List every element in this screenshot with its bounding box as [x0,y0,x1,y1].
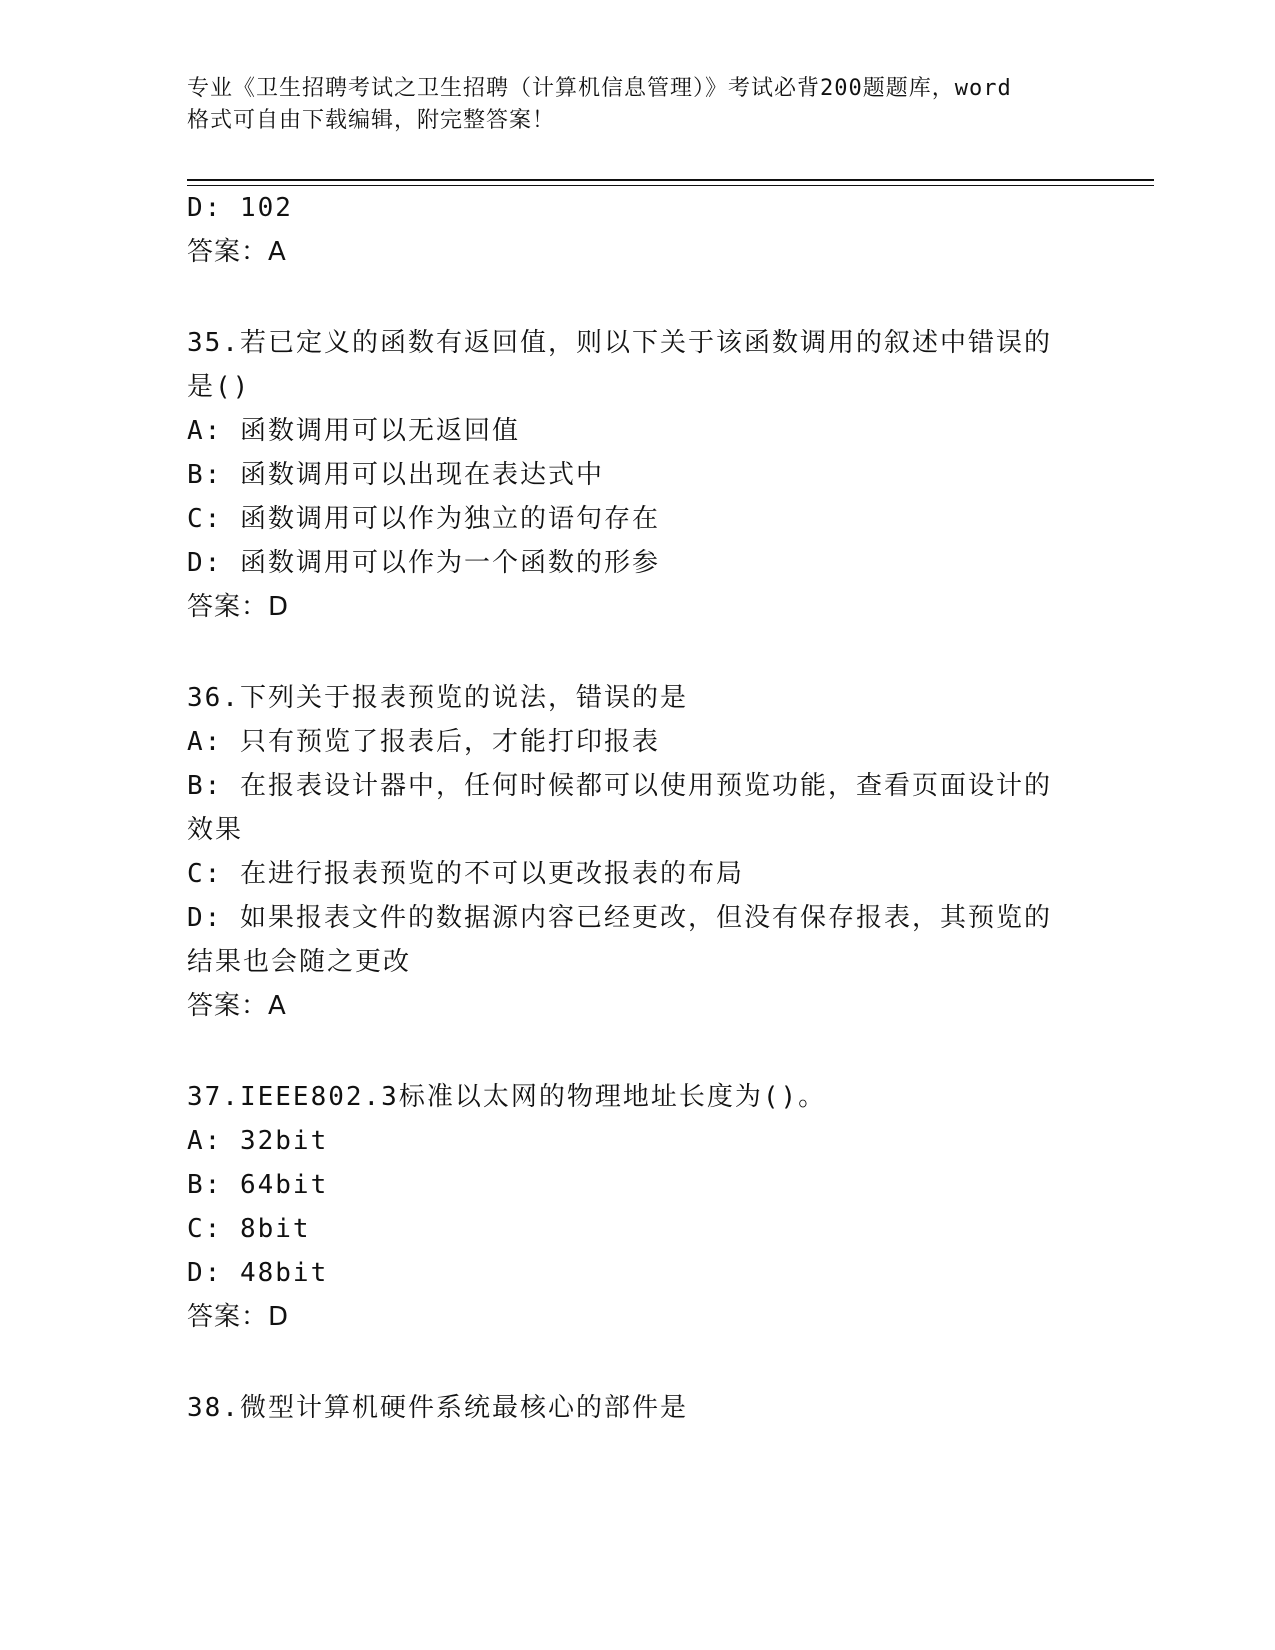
header-divider-thin [187,185,1154,186]
q37-option-b: B: 64bit [187,1170,329,1200]
q36-option-c: C: 在进行报表预览的不可以更改报表的布局 [187,859,744,889]
q37-answer: 答案：D [187,1302,290,1332]
q37-option-c: C: 8bit [187,1214,311,1244]
q37-stem: 37.IEEE802.3标准以太网的物理地址长度为()。 [187,1082,827,1112]
q35-option-c: C: 函数调用可以作为独立的语句存在 [187,504,660,534]
prev-answer: 答案：A [187,237,287,267]
q36-stem: 36.下列关于报表预览的说法，错误的是 [187,683,688,713]
q36-option-d-line-1: D: 如果报表文件的数据源内容已经更改，但没有保存报表，其预览的 [187,903,1052,933]
q36-option-a: A: 只有预览了报表后，才能打印报表 [187,727,660,757]
q35-option-a: A: 函数调用可以无返回值 [187,416,520,446]
q35-stem-line-1: 35.若已定义的函数有返回值，则以下关于该函数调用的叙述中错误的 [187,328,1052,358]
q35-stem-line-2: 是() [187,372,251,402]
header-line-1: 专业《卫生招聘考试之卫生招聘（计算机信息管理）》考试必背200题题库，word [187,76,1012,101]
q36-option-b-line-2: 效果 [187,815,244,845]
q36-answer: 答案：A [187,991,287,1021]
document-header [187,73,1087,137]
q37-option-d: D: 48bit [187,1258,329,1288]
q35-option-b: B: 函数调用可以出现在表达式中 [187,460,604,490]
q36-option-d-line-2: 结果也会随之更改 [187,947,412,977]
prev-option-d: D: 102 [187,193,293,223]
q37-option-a: A: 32bit [187,1126,329,1156]
q36-option-b-line-1: B: 在报表设计器中，任何时候都可以使用预览功能，查看页面设计的 [187,771,1052,801]
q35-answer: 答案：D [187,592,290,622]
q35-option-d: D: 函数调用可以作为一个函数的形参 [187,548,660,578]
header-divider-thick [187,179,1154,181]
q38-stem: 38.微型计算机硬件系统最核心的部件是 [187,1393,688,1423]
header-line-2: 格式可自由下载编辑，附完整答案！ [187,108,556,133]
